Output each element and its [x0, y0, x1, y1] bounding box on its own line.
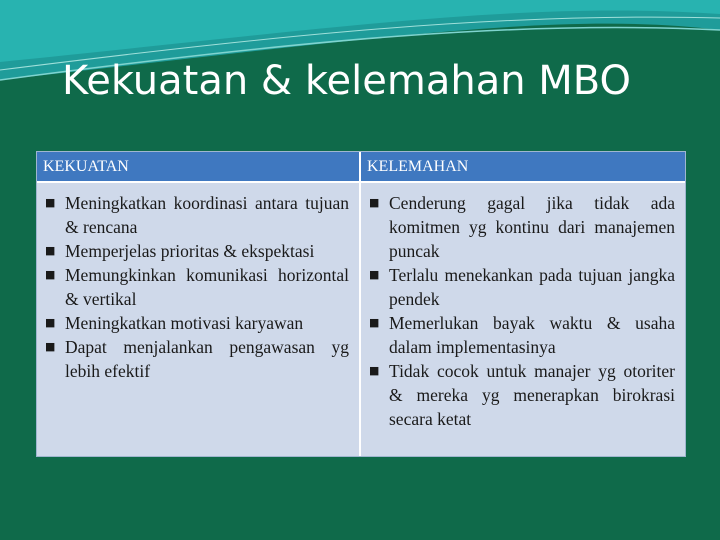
kelemahan-list [361, 183, 685, 431]
kekuatan-list [37, 183, 359, 383]
header-kekuatan: KEKUATAN [37, 152, 361, 181]
square-bullet-icon: ■ [45, 268, 56, 281]
list-item: ■ Memerlukan bayak waktu & usaha dalam implementasinya [369, 313, 675, 357]
list-item: ■ Cenderung gagal jika tidak ada komitmen yg kontinu dari manajemen puncak [369, 193, 675, 261]
list-item: ■ Memperjelas prioritas & ekspektasi [45, 241, 315, 261]
square-bullet-icon: ■ [369, 364, 380, 377]
square-bullet-icon: ■ [369, 196, 380, 209]
square-bullet-icon: ■ [45, 340, 56, 353]
list-item: ■ Meningkatkan motivasi karyawan [45, 313, 304, 333]
list-item: ■ Terlalu menekankan pada tujuan jangka pendek [369, 265, 675, 309]
table-header-row [37, 152, 685, 181]
square-bullet-icon: ■ [369, 268, 380, 281]
list-item: ■ Meningkatkan koordinasi antara tujuan & rencana [45, 193, 349, 237]
kekuatan-column [37, 183, 361, 456]
kelemahan-column [361, 183, 685, 456]
list-item: ■ Tidak cocok untuk manajer yg otoriter & mereka yg menerapkan birokrasi secara ketat [369, 361, 675, 429]
slide-title: Kekuatan & kelemahan MBO [62, 58, 632, 104]
square-bullet-icon: ■ [369, 316, 380, 329]
list-item: ■ Dapat menjalankan pengawasan yg lebih efektif [45, 337, 349, 381]
list-item: ■ Memungkinkan komunikasi horizontal & vertikal [45, 265, 349, 309]
comparison-table [36, 151, 686, 457]
square-bullet-icon: ■ [45, 244, 56, 257]
square-bullet-icon: ■ [45, 196, 56, 209]
header-kelemahan: KELEMAHAN [367, 158, 469, 175]
square-bullet-icon: ■ [45, 316, 56, 329]
table-body-row [37, 181, 685, 456]
